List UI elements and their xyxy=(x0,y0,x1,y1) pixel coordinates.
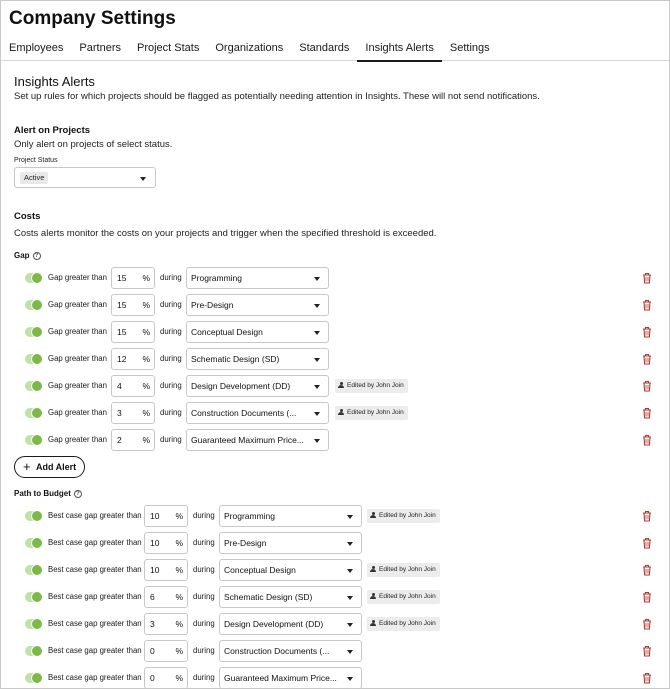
person-icon xyxy=(370,593,376,600)
chevron-down-icon xyxy=(314,439,320,443)
alert-rule-row xyxy=(1,505,669,527)
during-label: during xyxy=(160,354,182,363)
rule-toggle[interactable] xyxy=(25,300,43,310)
add-alert-label: Add Alert xyxy=(36,462,77,472)
alert-rule-row xyxy=(1,532,669,554)
during-label: during xyxy=(160,327,182,336)
phase-select[interactable] xyxy=(219,505,362,527)
question-circle-icon[interactable]: ? xyxy=(74,490,82,498)
tab-insights-alerts[interactable]: Insights Alerts xyxy=(357,41,441,61)
alert-rule-row xyxy=(1,348,669,370)
percent-symbol: % xyxy=(142,354,150,364)
settings-tabs xyxy=(1,41,498,61)
edited-by-badge xyxy=(367,590,440,604)
edited-by-text: Edited by John Join xyxy=(347,382,404,389)
page-title: Company Settings xyxy=(9,8,176,29)
percent-symbol: % xyxy=(142,435,150,445)
threshold-input[interactable] xyxy=(144,613,188,635)
chevron-down-icon xyxy=(140,177,146,181)
threshold-input[interactable] xyxy=(144,559,188,581)
phase-select[interactable] xyxy=(219,586,362,608)
during-label: during xyxy=(160,381,182,390)
during-label: during xyxy=(193,673,215,682)
trash-icon[interactable] xyxy=(642,298,652,310)
tab-employees[interactable]: Employees xyxy=(9,42,64,54)
during-label: during xyxy=(160,273,182,282)
alert-rule-row xyxy=(1,613,669,635)
insights-alerts-panel xyxy=(1,62,669,689)
rule-toggle[interactable] xyxy=(25,619,43,629)
alert-rule-row xyxy=(1,559,669,581)
rule-toggle[interactable] xyxy=(25,538,43,548)
edited-by-text: Edited by John Join xyxy=(379,593,436,600)
condition-label: Gap greater than xyxy=(48,273,107,282)
costs-description: Costs alerts monitor the costs on your projects and trigger when the specified threshold is exceeded. xyxy=(14,228,437,239)
condition-label: Gap greater than xyxy=(48,354,107,363)
threshold-input[interactable] xyxy=(144,640,188,662)
threshold-value: 10 xyxy=(150,511,160,521)
edited-by-badge xyxy=(335,406,408,420)
condition-label: Gap greater than xyxy=(48,408,107,417)
condition-label: Gap greater than xyxy=(48,381,107,390)
trash-icon[interactable] xyxy=(642,671,652,683)
costs-heading: Costs xyxy=(14,211,41,222)
percent-symbol: % xyxy=(175,565,183,575)
during-label: during xyxy=(193,538,215,547)
edited-by-text: Edited by John Join xyxy=(347,409,404,416)
person-icon xyxy=(338,409,344,416)
rule-toggle[interactable] xyxy=(25,408,43,418)
threshold-input[interactable] xyxy=(111,294,155,316)
edited-by-badge xyxy=(367,617,440,631)
rule-toggle[interactable] xyxy=(25,381,43,391)
trash-icon[interactable] xyxy=(642,325,652,337)
chevron-down-icon xyxy=(347,623,353,627)
section-title: Insights Alerts xyxy=(14,74,95,89)
trash-icon[interactable] xyxy=(642,271,652,283)
person-icon xyxy=(370,566,376,573)
rule-toggle[interactable] xyxy=(25,354,43,364)
edited-by-text: Edited by John Join xyxy=(379,512,436,519)
threshold-input[interactable] xyxy=(111,402,155,424)
threshold-value: 0 xyxy=(150,646,155,656)
threshold-input[interactable] xyxy=(144,505,188,527)
chevron-down-icon xyxy=(314,358,320,362)
page-header xyxy=(1,1,669,61)
question-circle-icon[interactable]: ? xyxy=(33,252,41,260)
alert-on-projects-description: Only alert on projects of select status. xyxy=(14,139,173,150)
person-icon xyxy=(370,512,376,519)
toggle-knob xyxy=(31,272,43,284)
percent-symbol: % xyxy=(142,300,150,310)
threshold-value: 3 xyxy=(117,408,122,418)
rule-toggle[interactable] xyxy=(25,435,43,445)
gap-heading xyxy=(14,251,41,260)
toggle-knob xyxy=(31,326,43,338)
chevron-down-icon xyxy=(347,542,353,546)
threshold-input[interactable] xyxy=(111,429,155,451)
condition-label: Gap greater than xyxy=(48,327,107,336)
condition-label: Best case gap greater than xyxy=(48,619,142,628)
condition-label: Best case gap greater than xyxy=(48,538,142,547)
trash-icon[interactable] xyxy=(642,433,652,445)
path-to-budget-heading-label: Path to Budget xyxy=(14,489,71,498)
during-label: during xyxy=(193,592,215,601)
phase-value: Pre-Design xyxy=(224,538,267,548)
gap-heading-label: Gap xyxy=(14,251,30,260)
threshold-input[interactable] xyxy=(111,267,155,289)
condition-label: Best case gap greater than xyxy=(48,592,142,601)
edited-by-badge xyxy=(367,563,440,577)
threshold-value: 2 xyxy=(117,435,122,445)
rule-toggle[interactable] xyxy=(25,673,43,683)
toggle-knob xyxy=(31,299,43,311)
percent-symbol: % xyxy=(142,408,150,418)
phase-value: Schematic Design (SD) xyxy=(191,354,280,364)
alert-rule-row xyxy=(1,267,669,289)
threshold-input[interactable] xyxy=(111,348,155,370)
person-icon xyxy=(370,620,376,627)
trash-icon[interactable] xyxy=(642,617,652,629)
rule-toggle[interactable] xyxy=(25,646,43,656)
rule-toggle[interactable] xyxy=(25,592,43,602)
condition-label: Gap greater than xyxy=(48,300,107,309)
tab-project-stats[interactable]: Project Stats xyxy=(137,42,200,54)
chevron-down-icon xyxy=(347,677,353,681)
percent-symbol: % xyxy=(175,673,183,683)
toggle-knob xyxy=(31,407,43,419)
phase-select[interactable] xyxy=(219,667,362,689)
phase-select[interactable] xyxy=(186,348,329,370)
chevron-down-icon xyxy=(347,515,353,519)
phase-value: Construction Documents (... xyxy=(224,646,330,656)
threshold-value: 10 xyxy=(150,565,160,575)
chevron-down-icon xyxy=(314,277,320,281)
percent-symbol: % xyxy=(175,619,183,629)
chevron-down-icon xyxy=(347,569,353,573)
alert-rule-row xyxy=(1,429,669,451)
person-icon xyxy=(338,382,344,389)
trash-icon[interactable] xyxy=(642,590,652,602)
alert-rule-row xyxy=(1,402,669,424)
trash-icon[interactable] xyxy=(642,379,652,391)
percent-symbol: % xyxy=(175,646,183,656)
phase-select[interactable] xyxy=(186,321,329,343)
trash-icon[interactable] xyxy=(642,536,652,548)
rule-toggle[interactable] xyxy=(25,327,43,337)
alert-rule-row xyxy=(1,667,669,689)
phase-value: Construction Documents (... xyxy=(191,408,297,418)
during-label: during xyxy=(193,646,215,655)
phase-value: Pre-Design xyxy=(191,300,234,310)
trash-icon[interactable] xyxy=(642,644,652,656)
threshold-value: 4 xyxy=(117,381,122,391)
rule-toggle[interactable] xyxy=(25,565,43,575)
project-status-select[interactable] xyxy=(14,167,156,188)
threshold-input[interactable] xyxy=(144,532,188,554)
toggle-knob xyxy=(31,672,43,684)
rule-toggle[interactable] xyxy=(25,273,43,283)
alert-rule-row xyxy=(1,375,669,397)
during-label: during xyxy=(193,565,215,574)
project-status-label: Project Status xyxy=(14,157,58,164)
threshold-input[interactable] xyxy=(111,321,155,343)
threshold-input[interactable] xyxy=(144,667,188,689)
alert-rule-row xyxy=(1,586,669,608)
threshold-value: 15 xyxy=(117,300,127,310)
edited-by-text: Edited by John Join xyxy=(379,620,436,627)
chevron-down-icon xyxy=(347,650,353,654)
phase-value: Programming xyxy=(191,273,243,283)
toggle-knob xyxy=(31,645,43,657)
alert-rule-row xyxy=(1,640,669,662)
phase-select[interactable] xyxy=(219,613,362,635)
during-label: during xyxy=(160,435,182,444)
edited-by-text: Edited by John Join xyxy=(379,566,436,573)
percent-symbol: % xyxy=(175,538,183,548)
tab-standards[interactable]: Standards xyxy=(299,42,350,54)
during-label: during xyxy=(160,300,182,309)
phase-value: Guaranteed Maximum Price... xyxy=(191,435,304,445)
toggle-knob xyxy=(31,353,43,365)
during-label: during xyxy=(160,408,182,417)
phase-select[interactable] xyxy=(219,559,362,581)
phase-select[interactable] xyxy=(186,429,329,451)
chevron-down-icon xyxy=(314,412,320,416)
toggle-knob xyxy=(31,537,43,549)
phase-value: Design Development (DD) xyxy=(224,619,324,629)
trash-icon[interactable] xyxy=(642,509,652,521)
toggle-knob xyxy=(31,434,43,446)
edited-by-badge xyxy=(335,379,408,393)
condition-label: Gap greater than xyxy=(48,435,107,444)
alert-on-projects-heading: Alert on Projects xyxy=(14,125,91,136)
trash-icon[interactable] xyxy=(642,406,652,418)
toggle-knob xyxy=(31,564,43,576)
threshold-value: 0 xyxy=(150,673,155,683)
threshold-input[interactable] xyxy=(111,375,155,397)
alert-rule-row xyxy=(1,321,669,343)
threshold-value: 15 xyxy=(117,273,127,283)
phase-select[interactable] xyxy=(219,640,362,662)
tab-organizations[interactable]: Organizations xyxy=(215,42,284,54)
trash-icon[interactable] xyxy=(642,563,652,575)
condition-label: Best case gap greater than xyxy=(48,565,142,574)
condition-label: Best case gap greater than xyxy=(48,673,142,682)
rule-toggle[interactable] xyxy=(25,511,43,521)
alert-rule-row xyxy=(1,294,669,316)
chevron-down-icon xyxy=(314,304,320,308)
edited-by-badge xyxy=(367,509,440,523)
threshold-value: 10 xyxy=(150,538,160,548)
add-alert-button[interactable] xyxy=(14,456,85,478)
toggle-knob xyxy=(31,618,43,630)
section-description: Set up rules for which projects should be flagged as potentially needing attention in Insights. These will not send notifications. xyxy=(14,91,540,102)
threshold-input[interactable] xyxy=(144,586,188,608)
during-label: during xyxy=(193,511,215,520)
phase-value: Design Development (DD) xyxy=(191,381,291,391)
during-label: during xyxy=(193,619,215,628)
path-to-budget-heading xyxy=(14,489,82,498)
percent-symbol: % xyxy=(142,273,150,283)
phase-value: Guaranteed Maximum Price... xyxy=(224,673,337,683)
condition-label: Best case gap greater than xyxy=(48,646,142,655)
toggle-knob xyxy=(31,510,43,522)
phase-select[interactable] xyxy=(186,402,329,424)
toggle-knob xyxy=(31,591,43,603)
phase-select[interactable] xyxy=(186,267,329,289)
toggle-knob xyxy=(31,380,43,392)
threshold-value: 3 xyxy=(150,619,155,629)
threshold-value: 15 xyxy=(117,327,127,337)
chevron-down-icon xyxy=(314,385,320,389)
chevron-down-icon xyxy=(347,596,353,600)
phase-select[interactable] xyxy=(186,294,329,316)
trash-icon[interactable] xyxy=(642,352,652,364)
phase-select[interactable] xyxy=(219,532,362,554)
phase-value: Conceptual Design xyxy=(191,327,263,337)
phase-value: Programming xyxy=(224,511,276,521)
percent-symbol: % xyxy=(175,511,183,521)
percent-symbol: % xyxy=(142,381,150,391)
tab-settings[interactable]: Settings xyxy=(449,42,490,54)
chevron-down-icon xyxy=(314,331,320,335)
phase-value: Conceptual Design xyxy=(224,565,296,575)
status-chip: Active xyxy=(20,172,48,184)
phase-select[interactable] xyxy=(186,375,329,397)
threshold-value: 12 xyxy=(117,354,127,364)
percent-symbol: % xyxy=(142,327,150,337)
phase-value: Schematic Design (SD) xyxy=(224,592,313,602)
condition-label: Best case gap greater than xyxy=(48,511,142,520)
percent-symbol: % xyxy=(175,592,183,602)
plus-icon: + xyxy=(23,459,31,474)
threshold-value: 6 xyxy=(150,592,155,602)
tab-partners[interactable]: Partners xyxy=(79,42,121,54)
